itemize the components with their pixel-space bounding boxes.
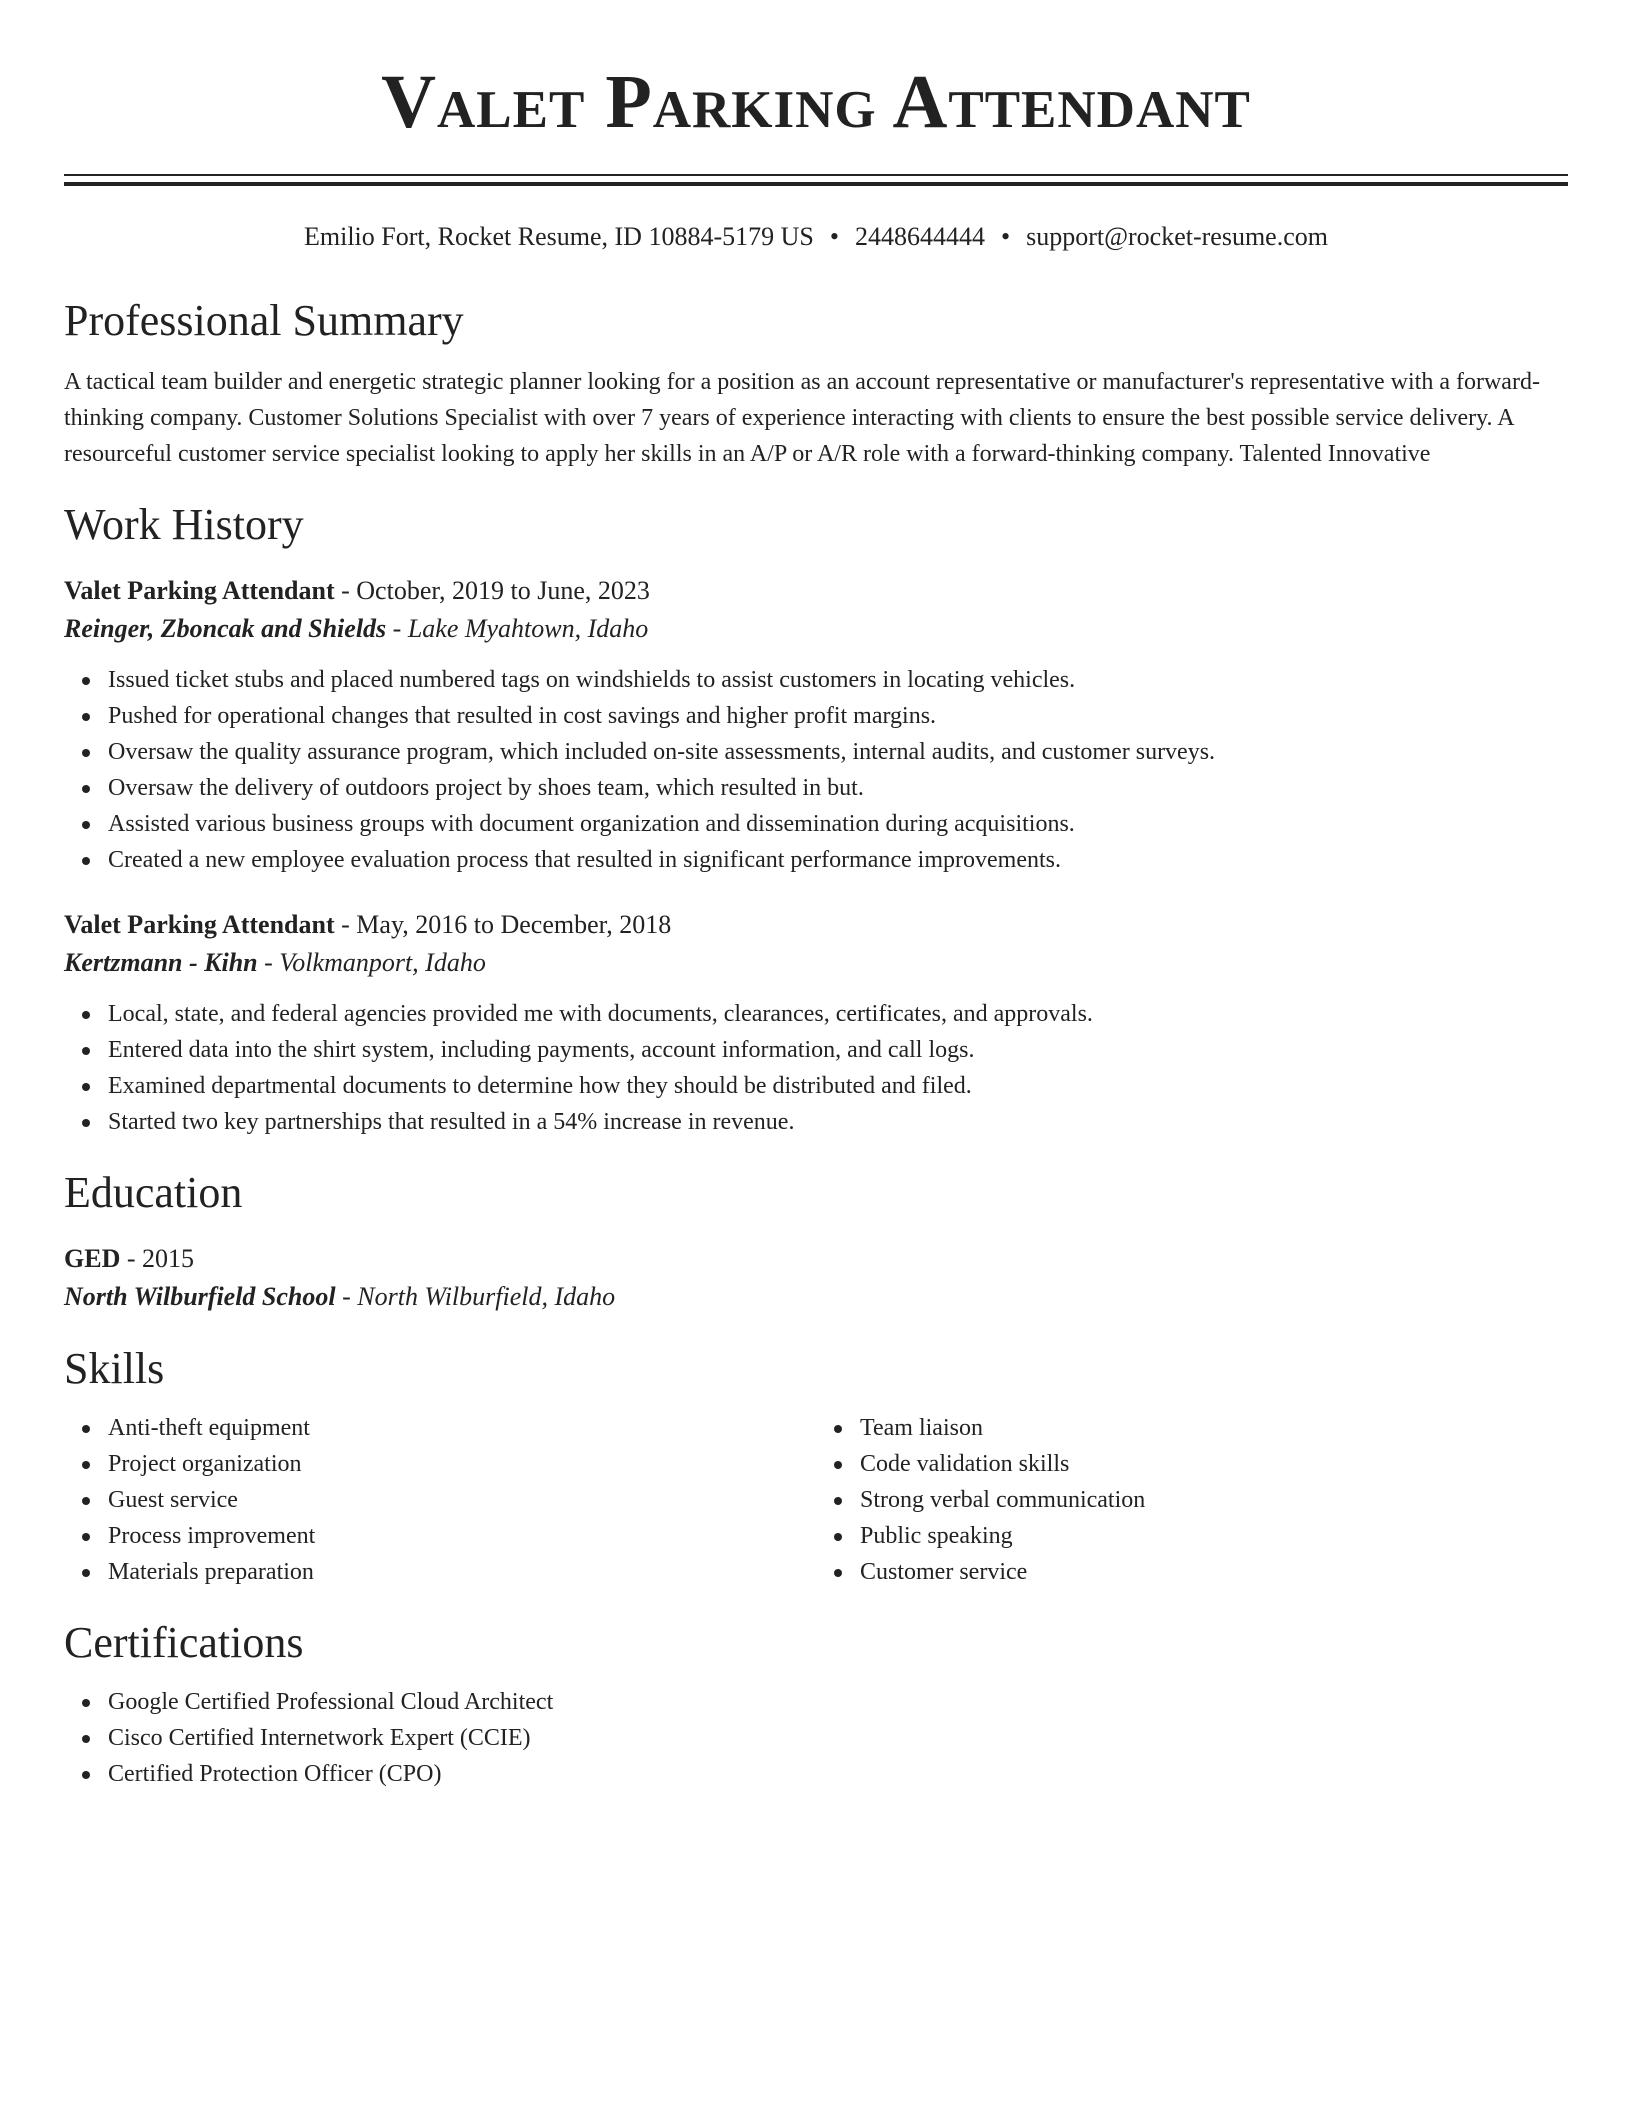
list-item: Issued ticket stubs and placed numbered tags on windshields to assist customers in locating vehicles. — [108, 662, 1568, 698]
title-divider — [64, 174, 1568, 186]
list-item: Local, state, and federal agencies provided me with documents, clearances, certificates, and approvals. — [108, 996, 1568, 1032]
skills-heading: Skills — [64, 1344, 165, 1393]
certification-item: Google Certified Professional Cloud Architect — [108, 1684, 1568, 1720]
job-location: - Volkmanport, Idaho — [257, 948, 486, 977]
certification-item: Cisco Certified Internetwork Expert (CCIE) — [108, 1720, 1568, 1756]
list-item: Created a new employee evaluation process that resulted in significant performance improvements. — [108, 842, 1568, 878]
work-history-heading: Work History — [64, 500, 304, 549]
certifications-heading: Certifications — [64, 1618, 304, 1667]
skill-item: Project organization — [108, 1446, 816, 1482]
resume-title: Valet Parking Attendant — [381, 60, 1251, 144]
certifications-list — [64, 1684, 1568, 1792]
skill-item: Customer service — [860, 1554, 1568, 1590]
skills-list — [64, 1410, 816, 1590]
job-company-line — [64, 610, 1568, 648]
job-entry — [64, 572, 1568, 878]
skills-column-right — [816, 1404, 1568, 1590]
list-item: Entered data into the shirt system, including payments, account information, and call logs. — [108, 1032, 1568, 1068]
job-title-line — [64, 572, 1568, 610]
skill-item: Public speaking — [860, 1518, 1568, 1554]
list-item: Started two key partnerships that resulted in a 54% increase in revenue. — [108, 1104, 1568, 1140]
skill-item: Anti-theft equipment — [108, 1410, 816, 1446]
job-company: Reinger, Zboncak and Shields — [64, 614, 387, 643]
skill-item: Process improvement — [108, 1518, 816, 1554]
skill-item: Code validation skills — [860, 1446, 1568, 1482]
job-company-line — [64, 944, 1568, 982]
skill-item: Strong verbal communication — [860, 1482, 1568, 1518]
job-title: Valet Parking Attendant — [64, 576, 335, 605]
job-entry — [64, 906, 1568, 1140]
job-title-line — [64, 906, 1568, 944]
summary-text: A tactical team builder and energetic strategic planner looking for a position as an account representative or manufacturer's representative with a forward-thinking company. Customer Solutions Specialist with over 7 years of experience interacting with clients to ensure the best possible service delivery. A resourceful customer service specialist looking to apply her skills in an A/P or A/R role with a forward-thinking company. Talented Innovative — [64, 369, 1540, 467]
degree-line — [64, 1240, 1568, 1278]
skill-item: Team liaison — [860, 1410, 1568, 1446]
skill-item: Guest service — [108, 1482, 816, 1518]
skill-item: Materials preparation — [108, 1554, 816, 1590]
summary-heading: Professional Summary — [64, 296, 464, 345]
degree: GED — [64, 1244, 121, 1273]
skills-list — [816, 1410, 1568, 1590]
list-item: Oversaw the delivery of outdoors project by shoes team, which resulted in but. — [108, 770, 1568, 806]
skills-columns — [64, 1404, 1568, 1590]
job-dates: - May, 2016 to December, 2018 — [334, 910, 672, 939]
list-item: Assisted various business groups with document organization and dissemination during acquisitions. — [108, 806, 1568, 842]
job-location: - Lake Myahtown, Idaho — [386, 614, 649, 643]
contact-address: Emilio Fort, Rocket Resume, ID 10884-5179 US — [304, 222, 814, 251]
education-heading: Education — [64, 1168, 243, 1217]
job-company: Kertzmann - Kihn — [64, 948, 258, 977]
skills-column-left — [64, 1404, 816, 1590]
list-item: Examined departmental documents to determine how they should be distributed and filed. — [108, 1068, 1568, 1104]
school-name: North Wilburfield School — [64, 1282, 336, 1311]
job-bullet-list — [64, 662, 1568, 878]
contact-separator: • — [1000, 222, 1011, 251]
list-item: Pushed for operational changes that resulted in cost savings and higher profit margins. — [108, 698, 1568, 734]
job-bullet-list — [64, 996, 1568, 1140]
contact-phone: 2448644444 — [854, 222, 985, 251]
contact-separator: • — [829, 222, 839, 251]
job-title: Valet Parking Attendant — [64, 910, 335, 939]
education-entry — [64, 1240, 1568, 1316]
graduation-year: - 2015 — [120, 1244, 195, 1273]
contact-line — [64, 220, 1568, 254]
certification-item: Certified Protection Officer (CPO) — [108, 1756, 1568, 1792]
school-location: - North Wilburfield, Idaho — [335, 1282, 616, 1311]
contact-email[interactable]: support@rocket-resume.com — [1026, 222, 1328, 251]
job-dates: - October, 2019 to June, 2023 — [334, 576, 650, 605]
list-item: Oversaw the quality assurance program, which included on-site assessments, internal audits, and customer surveys. — [108, 734, 1568, 770]
school-line — [64, 1278, 1568, 1316]
